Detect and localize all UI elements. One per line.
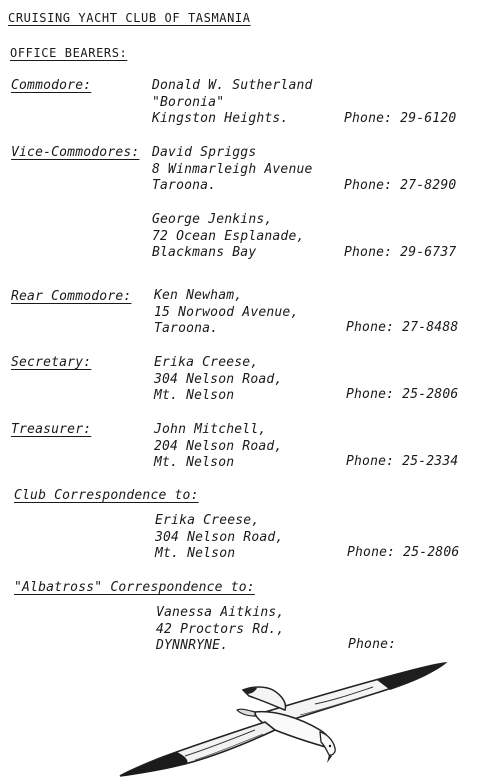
address-line: Mt. Nelson — [154, 455, 235, 470]
address-block — [154, 422, 282, 472]
address-line: Kingston Heights. — [152, 111, 289, 126]
role-label: Commodore: — [11, 78, 92, 93]
phone-number: Phone: — [348, 637, 397, 652]
address-line: 42 Proctors Rd., — [156, 621, 285, 637]
phone-number: Phone: 25-2806 — [346, 387, 459, 402]
address-line: Ken Newham, — [154, 288, 243, 303]
phone-number: Phone: 25-2334 — [346, 454, 459, 469]
address-line: Mt. Nelson — [155, 546, 236, 561]
address-line: Erika Creese, — [155, 513, 260, 528]
address-line: "Boronia" — [152, 94, 225, 110]
role-label: Treasurer: — [11, 422, 92, 437]
office-bearers-heading: OFFICE BEARERS: — [10, 46, 128, 60]
address-line: Donald W. Sutherland — [152, 78, 313, 93]
address-line: Taroona. — [152, 178, 217, 193]
address-line: 304 Nelson Road, — [154, 371, 283, 387]
address-line: Vanessa Aitkins, — [156, 605, 285, 620]
address-line: John Mitchell, — [154, 422, 267, 437]
address-line: 72 Ocean Esplanade, — [152, 228, 305, 244]
phone-number: Phone: 29-6737 — [344, 245, 457, 260]
address-line: Mt. Nelson — [154, 388, 235, 403]
address-line: 15 Norwood Avenue, — [154, 304, 299, 320]
phone-number: Phone: 25-2806 — [347, 545, 460, 560]
address-line: Taroona. — [154, 321, 219, 336]
address-line: 304 Nelson Road, — [155, 529, 284, 545]
address-line: Blackmans Bay — [152, 245, 257, 260]
role-label: Vice-Commodores: — [11, 145, 140, 160]
role-label: Secretary: — [11, 355, 92, 370]
address-block — [152, 212, 305, 262]
address-line: George Jenkins, — [152, 212, 273, 227]
phone-number: Phone: 27-8488 — [346, 320, 459, 335]
phone-number: Phone: 27-8290 — [344, 178, 457, 193]
phone-number: Phone: 29-6120 — [344, 111, 457, 126]
address-block — [154, 288, 298, 338]
role-label: Club Correspondence to: — [14, 488, 199, 503]
address-block — [155, 513, 283, 563]
address-line: David Spriggs — [152, 145, 257, 160]
club-title: CRUISING YACHT CLUB OF TASMANIA — [8, 11, 251, 25]
address-line: 8 Winmarleigh Avenue — [152, 161, 313, 177]
albatross-drawing-icon — [115, 660, 455, 778]
role-label: Rear Commodore: — [11, 289, 132, 304]
address-block — [152, 145, 313, 195]
address-line: DYNNRYNE. — [156, 638, 229, 653]
address-block — [152, 78, 313, 128]
address-block — [154, 355, 282, 405]
address-line: Erika Creese, — [154, 355, 259, 370]
address-line: 204 Nelson Road, — [154, 438, 283, 454]
address-block — [156, 605, 284, 655]
role-label: "Albatross" Correspondence to: — [14, 580, 255, 595]
